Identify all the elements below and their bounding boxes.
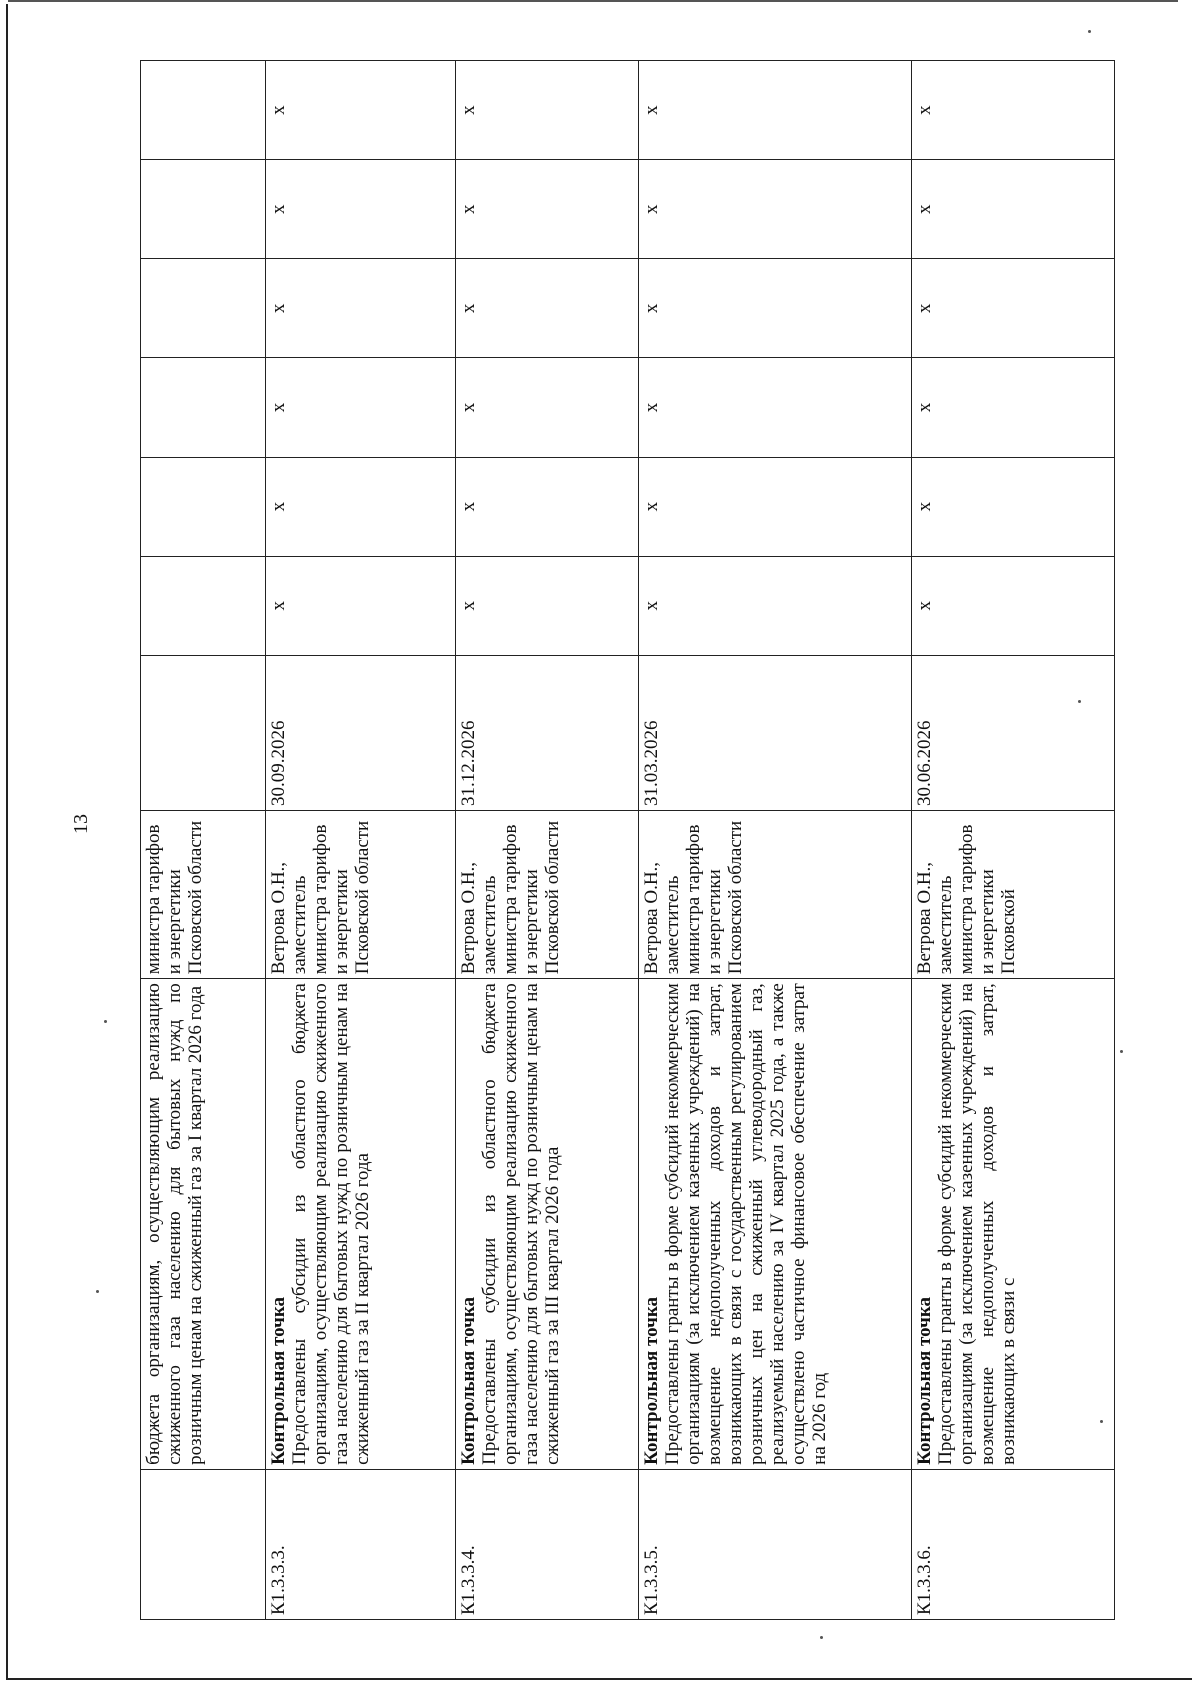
mark-cell: х [912, 61, 1115, 160]
scan-speck [1078, 700, 1081, 703]
code-cell: К1.3.3.6. [912, 1469, 1115, 1619]
mark-cell: х [639, 160, 912, 259]
code-cell: К1.3.3.4. [456, 1469, 639, 1619]
scan-speck [96, 1290, 99, 1293]
mark-cell: х [912, 259, 1115, 358]
mark-cell [141, 160, 266, 259]
code-cell: К1.3.3.3. [266, 1469, 456, 1619]
date-cell: 31.12.2026 [456, 655, 639, 810]
scan-edge [8, 0, 1178, 2]
row-text: Предоставлены гранты в форме субсидий некоммерческим организациям (за исключением казенных учреждений) на возмещение недополученных доходов и затрат, возникающих в связи с [935, 983, 1019, 1465]
code-cell: К1.3.3.5. [639, 1469, 912, 1619]
row-heading: Контрольная точка [268, 1297, 289, 1465]
mark-cell: х [266, 556, 456, 655]
description-cell [639, 979, 912, 1470]
mark-cell: х [266, 358, 456, 457]
table-row [456, 61, 639, 1620]
mark-cell: х [456, 358, 639, 457]
mark-cell [141, 358, 266, 457]
date-cell: 30.09.2026 [266, 655, 456, 810]
scan-speck [1100, 1420, 1103, 1423]
row-text: Предоставлены субсидии из областного бюджета организациям, осуществляющим реализацию сжиженного газа населению для бытовых нужд по розничным ценам на сжиженный газ за II квартал 2026 года [289, 983, 373, 1465]
page-number: 13 [70, 814, 92, 834]
mark-cell: х [639, 259, 912, 358]
mark-cell: х [912, 556, 1115, 655]
row-text: Предоставлены субсидии из областного бюджета организациям, осуществляющим реализацию сжиженного газа населению для бытовых нужд по розничным ценам на сжиженный газ за III квартал 2026 года [479, 983, 563, 1465]
mark-cell: х [912, 358, 1115, 457]
mark-cell [141, 556, 266, 655]
row-heading: Контрольная точка [641, 1297, 662, 1465]
mark-cell: х [266, 160, 456, 259]
mark-cell [141, 259, 266, 358]
mark-cell: х [639, 556, 912, 655]
responsible-cell: Ветрова О.Н., заместитель министра тарифов и энергетики Псковской [912, 810, 1115, 978]
mark-cell: х [266, 61, 456, 160]
table-row [266, 61, 456, 1620]
control-points-table [140, 60, 1115, 1620]
row-heading: Контрольная точка [914, 1297, 935, 1465]
table-row [639, 61, 912, 1620]
scan-speck [104, 1020, 107, 1023]
description-cell [456, 979, 639, 1470]
scan-speck [1088, 30, 1091, 33]
date-cell: 30.06.2026 [912, 655, 1115, 810]
mark-cell: х [912, 160, 1115, 259]
responsible-cell: Ветрова О.Н., заместитель министра тарифов и энергетики Псковской области [639, 810, 912, 978]
table-row-continuation [141, 61, 266, 1620]
date-cell [141, 655, 266, 810]
mark-cell: х [912, 457, 1115, 556]
mark-cell: х [456, 259, 639, 358]
mark-cell: х [456, 160, 639, 259]
code-cell [141, 1469, 266, 1619]
description-cell: бюджета организациям, осуществляющим реализацию сжиженного газа населению для бытовых нужд по розничным ценам на сжиженный газ за I квартал 2026 года [141, 979, 266, 1470]
date-cell: 31.03.2026 [639, 655, 912, 810]
mark-cell [141, 61, 266, 160]
description-cell [266, 979, 456, 1470]
rotated-page [140, 60, 1100, 1620]
scan-speck [820, 1636, 823, 1639]
mark-cell: х [456, 556, 639, 655]
mark-cell: х [456, 61, 639, 160]
mark-cell: х [456, 457, 639, 556]
row-text: Предоставлены гранты в форме субсидий некоммерческим организациям (за исключением казенных учреждений) на возмещение недополученных доходов и затрат, возникающих в связи с государственным регулированием розничных цен на сжиженный углеводородный газ, реализуемый населению за IV квартал 2025 года, а также осуществлено частичное финансовое обеспечение затрат на 2026 год [662, 983, 830, 1465]
mark-cell: х [639, 457, 912, 556]
responsible-cell: Ветрова О.Н., заместитель министра тарифов и энергетики Псковской области [456, 810, 639, 978]
responsible-cell: министра тарифов и энергетики Псковской области [141, 810, 266, 978]
mark-cell: х [266, 457, 456, 556]
table-row [912, 61, 1115, 1620]
mark-cell: х [266, 259, 456, 358]
mark-cell: х [639, 61, 912, 160]
row-heading: Контрольная точка [458, 1297, 479, 1465]
scan-speck [1120, 1050, 1123, 1053]
responsible-cell: Ветрова О.Н., заместитель министра тарифов и энергетики Псковской области [266, 810, 456, 978]
mark-cell: х [639, 358, 912, 457]
description-cell [912, 979, 1115, 1470]
mark-cell [141, 457, 266, 556]
